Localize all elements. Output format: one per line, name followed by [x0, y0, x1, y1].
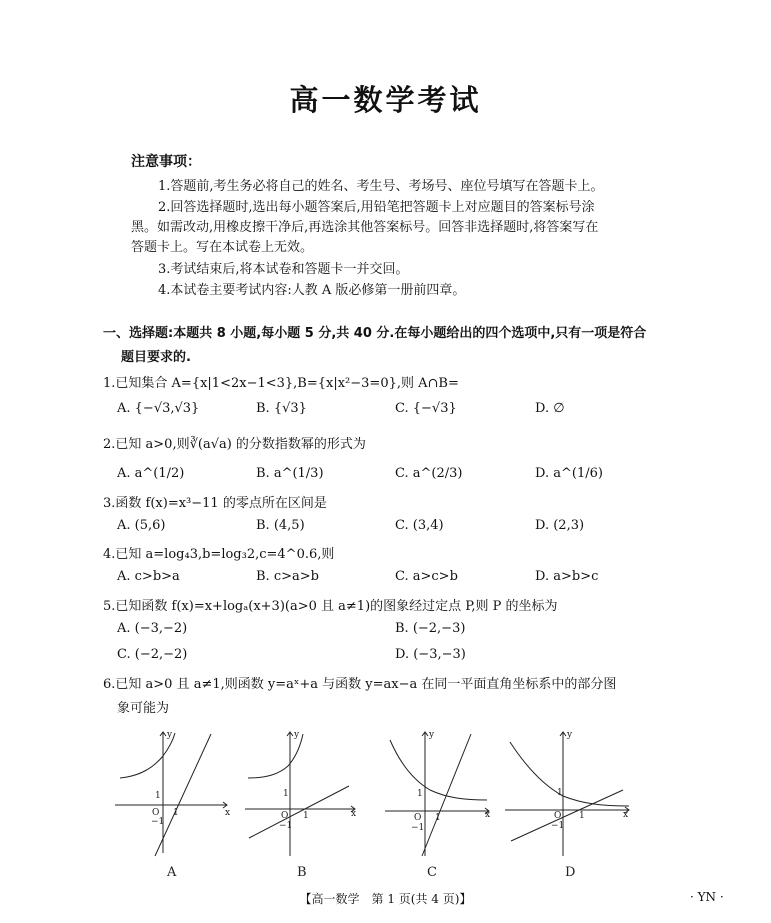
exp-curve	[510, 742, 629, 806]
option: D. (−3,−3)	[395, 647, 466, 662]
y-axis-label: y	[294, 730, 300, 740]
option: C. {−√3}	[395, 401, 457, 416]
origin-label: O	[554, 811, 562, 821]
notes-line: 黑。如需改动,用橡皮擦干净后,再选涂其他答案标号。回答非选择题时,将答案写在	[131, 220, 599, 235]
graph-label: B	[297, 865, 307, 880]
graph-b	[245, 728, 365, 880]
linear-line	[422, 734, 471, 856]
x-axis-label: x	[485, 810, 491, 820]
option: B. (4,5)	[256, 518, 305, 533]
graph-label: C	[427, 865, 437, 880]
option: A. (5,6)	[117, 518, 166, 533]
option: B. a^(1/3)	[256, 466, 324, 481]
question-stem: 5.已知函数 f(x)=x+logₐ(x+3)(a>0 且 a≠1)的图象经过定点 P,则 P 的坐标为	[103, 599, 558, 614]
option: D. a^(1/6)	[535, 466, 603, 481]
question-stem: 1.已知集合 A={x|1<2x−1<3},B={x|x²−3=0},则 A∩B=	[103, 376, 459, 391]
x-axis-label: x	[623, 810, 629, 820]
x-axis-label: x	[225, 808, 231, 818]
tick-label: 1	[417, 789, 423, 799]
tick-label: −1	[151, 817, 165, 827]
section-heading: 一、选择题:本题共 8 小题,每小题 5 分,共 40 分.在每小题给出的四个选项中,只有一项是符合	[103, 326, 647, 341]
graph-c	[385, 728, 505, 880]
y-axis-label: y	[429, 730, 435, 740]
origin-label: O	[281, 811, 289, 821]
footer-mark: · YN ·	[690, 890, 724, 904]
question-stem: 6.已知 a>0 且 a≠1,则函数 y=aˣ+a 与函数 y=ax−a 在同一平面直角坐标系中的部分图	[103, 677, 617, 692]
option: D. ∅	[535, 401, 565, 416]
exp-curve	[248, 734, 303, 778]
notes-line: 2.回答选择题时,选出每小题答案后,用铅笔把答题卡上对应题目的答案标号涂	[158, 200, 595, 215]
option: C. (3,4)	[395, 518, 444, 533]
tick-label: 1	[303, 811, 309, 821]
x-axis-label: x	[351, 809, 357, 819]
page-title: 高一数学考试	[289, 83, 482, 117]
y-axis-label: y	[167, 730, 173, 740]
tick-label: 1	[435, 813, 441, 823]
question-stem: 3.函数 f(x)=x³−11 的零点所在区间是	[103, 496, 327, 511]
graph-label: D	[565, 865, 576, 880]
question-stem: 2.已知 a>0,则∛(a√a) 的分数指数幂的形式为	[103, 437, 366, 452]
option: A. {−√3,√3}	[117, 401, 200, 416]
tick-label: −1	[411, 823, 425, 833]
tick-label: 1	[173, 808, 179, 818]
graph-d	[505, 728, 635, 880]
notes-line: 答题卡上。写在本试卷上无效。	[131, 240, 314, 255]
exp-curve	[390, 740, 487, 800]
tick-label: 1	[283, 789, 289, 799]
option: D. (2,3)	[535, 518, 585, 533]
origin-label: O	[414, 813, 422, 823]
option: A. a^(1/2)	[117, 466, 185, 481]
option: C. (−2,−2)	[117, 647, 188, 662]
notes-heading: 注意事项：	[131, 154, 201, 170]
tick-label: 1	[579, 811, 585, 821]
page-footer: 【高一数学 第 1 页(共 4 页)】	[299, 892, 472, 906]
option: D. a>b>c	[535, 569, 599, 584]
option: B. {√3}	[256, 401, 307, 416]
section-heading-cont: 题目要求的.	[121, 350, 191, 365]
graph-label: A	[167, 865, 177, 880]
origin-label: O	[152, 808, 160, 818]
tick-label: −1	[551, 821, 565, 831]
option: B. (−2,−3)	[395, 621, 466, 636]
option: A. c>b>a	[117, 569, 180, 584]
option: C. a^(2/3)	[395, 466, 463, 481]
y-axis-label: y	[567, 730, 573, 740]
tick-label: −1	[279, 821, 293, 831]
notes-line: 1.答题前,考生务必将自己的姓名、考生号、考场号、座位号填写在答题卡上。	[158, 179, 604, 194]
notes-line: 3.考试结束后,将本试卷和答题卡一并交回。	[158, 262, 409, 277]
option: A. (−3,−2)	[117, 621, 188, 636]
linear-line	[249, 786, 349, 838]
option: B. c>a>b	[256, 569, 319, 584]
tick-label: 1	[557, 788, 563, 798]
question-stem-cont: 象可能为	[117, 701, 170, 716]
option: C. a>c>b	[395, 569, 458, 584]
notes-line: 4.本试卷主要考试内容:人教 A 版必修第一册前四章。	[158, 283, 466, 298]
tick-label: 1	[155, 791, 161, 801]
graph-a	[115, 728, 235, 880]
question-stem: 4.已知 a=log₄3,b=log₃2,c=4^0.6,则	[103, 547, 335, 562]
